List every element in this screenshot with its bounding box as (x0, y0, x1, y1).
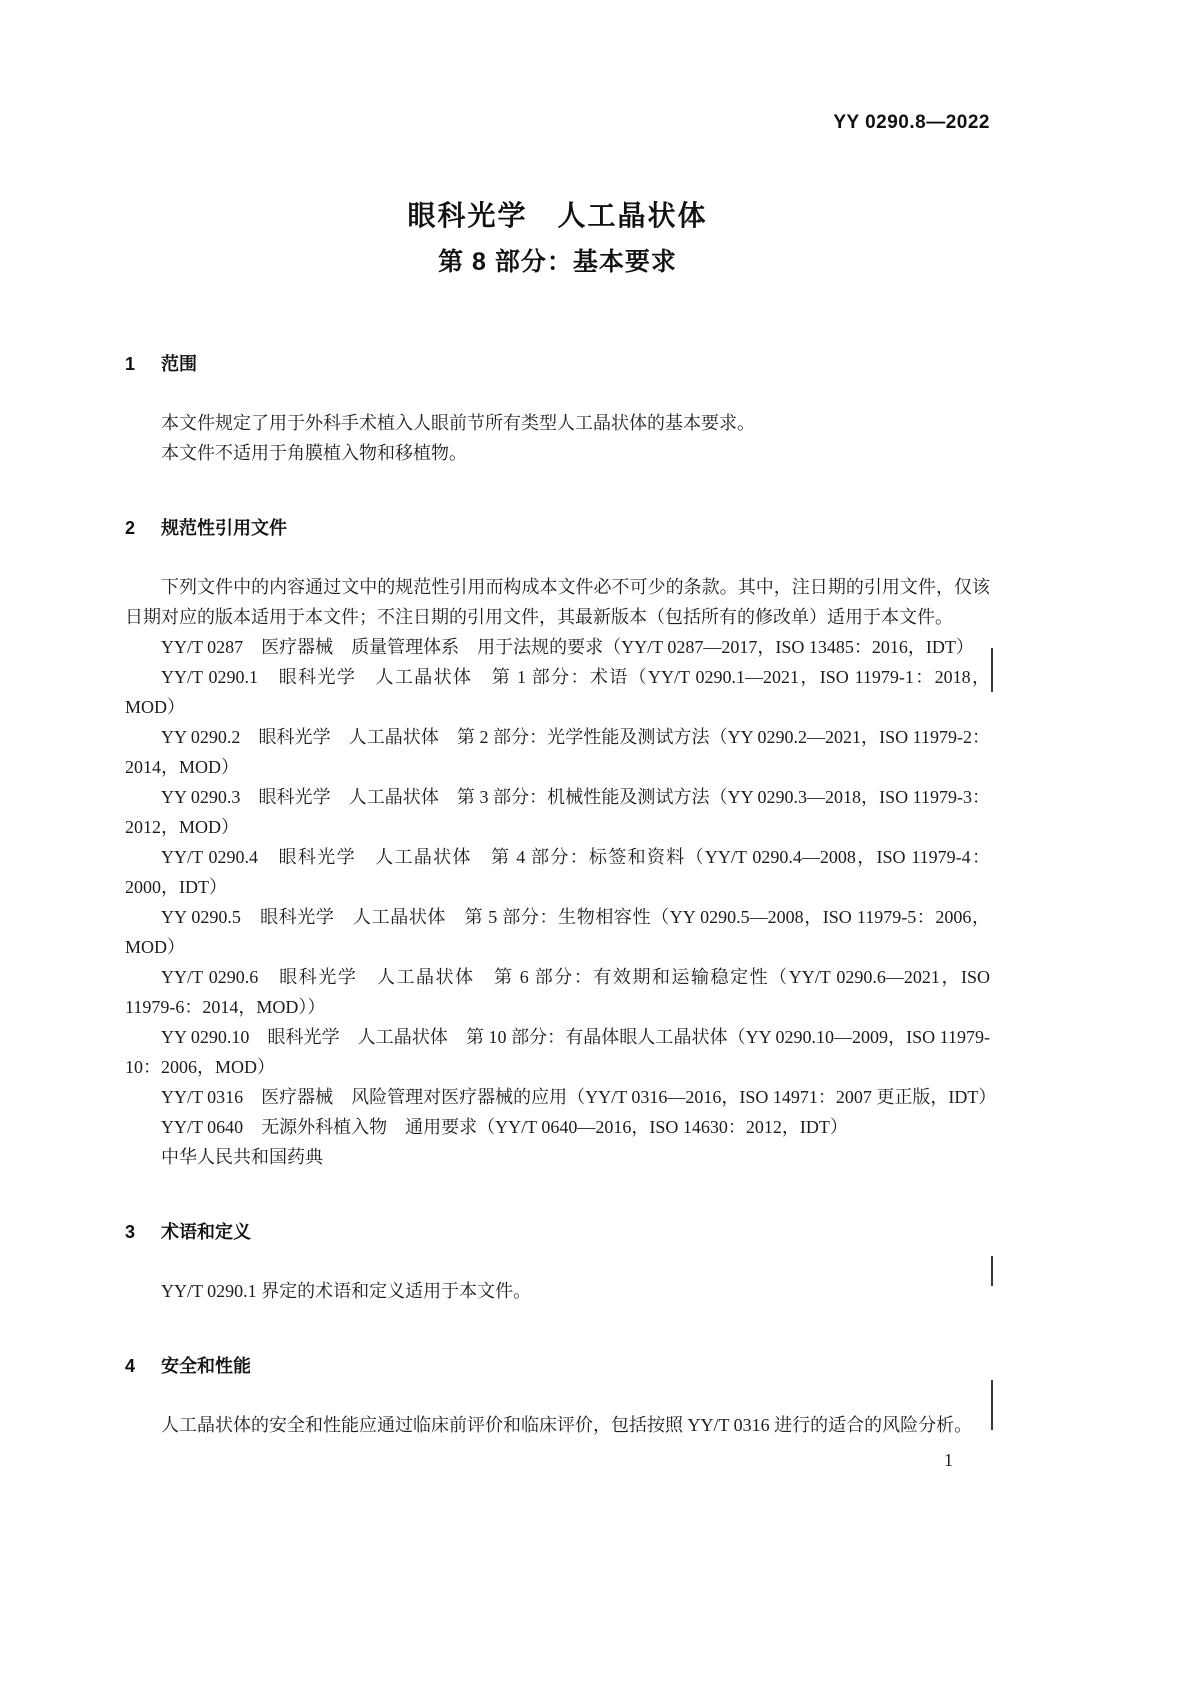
reference-item: 中华人民共和国药典 (161, 1147, 323, 1167)
section-terms-definitions (125, 1218, 990, 1306)
reference-item: YY 0290.10 眼科光学 人工晶状体 第 10 部分：有晶体眼人工晶状体（YY 0290.10—2009，ISO 11979-10：2006，MOD） (125, 1027, 990, 1077)
section-heading-label: 术语和定义 (161, 1222, 252, 1242)
section-heading-label: 安全和性能 (161, 1356, 252, 1376)
reference-item: YY/T 0287 医疗器械 质量管理体系 用于法规的要求（YY/T 0287—2017，ISO 13485：2016，IDT） (161, 637, 974, 657)
revision-bar-icon (991, 1256, 993, 1286)
section-heading-label: 范围 (161, 354, 198, 374)
section-number: 1 (125, 354, 136, 374)
section-heading-label: 规范性引用文件 (161, 518, 288, 538)
section-terms-definitions-heading (125, 1218, 990, 1244)
reference-list (125, 632, 997, 1172)
document-title-line2: 第 8 部分：基本要求 (438, 248, 677, 276)
section-scope-heading (125, 350, 990, 376)
document-title-line1: 眼科光学 人工晶状体 (407, 200, 708, 231)
terms-definitions-paragraph: YY/T 0290.1 界定的术语和定义适用于本文件。 (161, 1281, 532, 1301)
section-number: 2 (125, 518, 136, 538)
reference-item: YY/T 0290.1 眼科光学 人工晶状体 第 1 部分：术语（YY/T 0290.1—2021，ISO 11979-1：2018，MOD） (125, 667, 990, 717)
section-normative-references (125, 514, 997, 1172)
scope-paragraph-2: 本文件不适用于角膜植入物和移植物。 (161, 443, 467, 463)
reference-item: YY/T 0316 医疗器械 风险管理对医疗器械的应用（YY/T 0316—2016，ISO 14971：2007 更正版，IDT） (161, 1087, 997, 1107)
normative-references-intro: 下列文件中的内容通过文中的规范性引用而构成本文件必不可少的条款。其中，注日期的引用文件，仅该日期对应的版本适用于本文件；不注日期的引用文件，其最新版本（包括所有的修改单）适用于本文件。 (125, 577, 990, 627)
doc-number: YY 0290.8—2022 (833, 112, 990, 133)
reference-item: YY/T 0290.4 眼科光学 人工晶状体 第 4 部分：标签和资料（YY/T 0290.4—2008，ISO 11979-4：2000，IDT） (125, 847, 990, 897)
reference-item: YY/T 0640 无源外科植入物 通用要求（YY/T 0640—2016，ISO 14630：2012，IDT） (161, 1117, 848, 1137)
reference-item: YY/T 0290.6 眼科光学 人工晶状体 第 6 部分：有效期和运输稳定性（YY/T 0290.6—2021，ISO 11979-6：2014，MOD）） (125, 967, 990, 1017)
revision-bar-icon (991, 648, 993, 692)
section-scope (125, 350, 990, 468)
page-number: 1 (944, 1450, 953, 1470)
section-number: 3 (125, 1222, 136, 1242)
section-normative-references-heading (125, 514, 990, 540)
scope-paragraph-1: 本文件规定了用于外科手术植入人眼前节所有类型人工晶状体的基本要求。 (161, 413, 755, 433)
section-safety-performance (125, 1352, 990, 1440)
reference-item: YY 0290.3 眼科光学 人工晶状体 第 3 部分：机械性能及测试方法（YY 0290.3—2018，ISO 11979-3：2012，MOD） (125, 787, 990, 837)
document-title (125, 196, 990, 280)
section-number: 4 (125, 1356, 136, 1376)
safety-performance-paragraph: 人工晶状体的安全和性能应通过临床前评价和临床评价，包括按照 YY/T 0316 进行的适合的风险分析。 (161, 1415, 973, 1435)
section-safety-performance-heading (125, 1352, 990, 1378)
revision-bar-icon (991, 1380, 993, 1430)
reference-item: YY 0290.5 眼科光学 人工晶状体 第 5 部分：生物相容性（YY 0290.5—2008，ISO 11979-5：2006，MOD） (125, 907, 990, 957)
reference-item: YY 0290.2 眼科光学 人工晶状体 第 2 部分：光学性能及测试方法（YY 0290.2—2021，ISO 11979-2：2014，MOD） (125, 727, 990, 777)
